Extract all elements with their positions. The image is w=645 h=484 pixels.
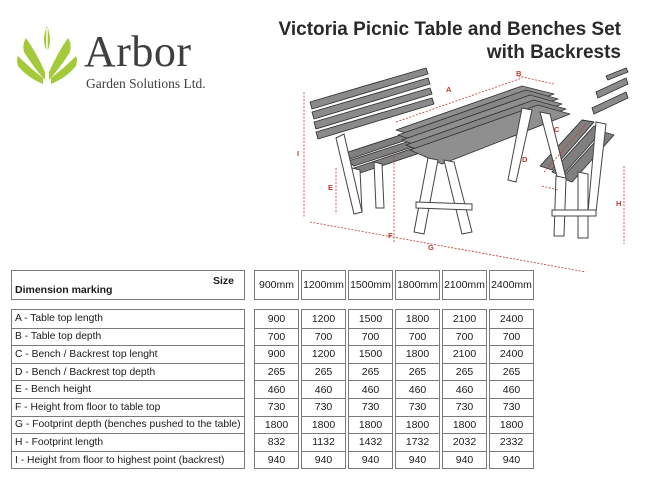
table-cell: 940 — [443, 451, 486, 469]
table-cell: 700 — [302, 328, 345, 346]
size-column-1800 — [395, 309, 440, 469]
dim-label-g: G — [428, 243, 434, 252]
table-cell: 2332 — [490, 433, 533, 451]
table-cell: 1800 — [405, 312, 430, 325]
table-cell: 1500 — [358, 312, 383, 325]
table-cell: 730 — [490, 398, 533, 416]
table-cell: 460 — [490, 380, 533, 398]
table-cell: 460 — [396, 380, 439, 398]
size-header-1500: 1500mm — [348, 270, 393, 300]
size-column-2100 — [442, 309, 487, 469]
size-header-900: 900mm — [254, 270, 299, 300]
table-cell: 265 — [255, 363, 298, 381]
table-cell: 1132 — [302, 433, 345, 451]
table-cell: 1800 — [255, 416, 298, 434]
table-cell: 2100 — [443, 345, 486, 363]
table-cell: 940 — [255, 451, 298, 469]
size-header-2100: 2100mm — [442, 270, 487, 300]
row-label: C - Bench / Backrest top lenght — [12, 345, 244, 363]
row-label: B - Table top depth — [12, 328, 244, 346]
table-header-label — [11, 270, 245, 300]
table-cell: 2400 — [499, 312, 524, 325]
page-title — [279, 18, 621, 64]
table-cell: 1200 — [302, 345, 345, 363]
size-column-900 — [254, 309, 299, 469]
table-cell: 1432 — [349, 433, 392, 451]
size-column-1200 — [301, 309, 346, 469]
dim-label-b: B — [516, 69, 522, 78]
dim-label-h: H — [616, 199, 622, 208]
row-label: A - Table top length — [15, 313, 103, 325]
dim-label-a: A — [446, 85, 452, 94]
table-cell: 730 — [349, 398, 392, 416]
row-label: I - Height from floor to highest point (backrest) — [12, 451, 244, 469]
row-label: H - Footprint length — [12, 433, 244, 451]
table-cell: 940 — [396, 451, 439, 469]
dim-label-e: E — [328, 183, 334, 192]
table-cell: 265 — [396, 363, 439, 381]
table-cell: 700 — [349, 328, 392, 346]
title-line-1: Victoria Picnic Table and Benches Set — [278, 19, 621, 40]
size-header-2400: 2400mm — [489, 270, 534, 300]
table-cell: 460 — [349, 380, 392, 398]
table-cell: 1200 — [311, 312, 336, 325]
brand-name: Arbor — [84, 27, 192, 76]
table-cell: 1800 — [396, 416, 439, 434]
table-cell: 730 — [443, 398, 486, 416]
table-cell: 900 — [255, 345, 298, 363]
table-cell: 940 — [490, 451, 533, 469]
table-cell: 730 — [255, 398, 298, 416]
table-cell: 832 — [255, 433, 298, 451]
table-cell: 700 — [396, 328, 439, 346]
brand-tagline: Garden Solutions Ltd. — [86, 76, 206, 91]
table-cell: 265 — [349, 363, 392, 381]
table-cell: 2400 — [490, 345, 533, 363]
size-header-1800: 1800mm — [395, 270, 440, 300]
table-cell: 730 — [302, 398, 345, 416]
table-cell: 700 — [490, 328, 533, 346]
row-label: D - Bench / Backrest top depth — [12, 363, 244, 381]
table-cell: 940 — [302, 451, 345, 469]
size-column-2400 — [489, 309, 534, 469]
dim-label-f: F — [388, 231, 393, 240]
dim-label-d: D — [522, 155, 528, 164]
table-cell: 265 — [443, 363, 486, 381]
table-cell: 900 — [267, 312, 286, 325]
dim-label-c: C — [554, 125, 560, 134]
table-cell: 2100 — [452, 312, 477, 325]
table-cell: 460 — [255, 380, 298, 398]
table-cell: 1500 — [349, 345, 392, 363]
leaf-icon — [14, 22, 80, 88]
table-cell: 1732 — [396, 433, 439, 451]
table-cell: 460 — [302, 380, 345, 398]
table-cell: 1800 — [443, 416, 486, 434]
size-column-1500 — [348, 309, 393, 469]
size-label: Size — [212, 275, 234, 287]
table-cell: 1800 — [349, 416, 392, 434]
table-cell: 460 — [443, 380, 486, 398]
table-cell: 700 — [255, 328, 298, 346]
table-cell: 940 — [349, 451, 392, 469]
table-cell: 265 — [302, 363, 345, 381]
table-cell: 730 — [396, 398, 439, 416]
table-cell: 2032 — [443, 433, 486, 451]
row-label: G - Footprint depth (benches pushed to the table) — [12, 416, 244, 434]
table-cell: 1800 — [490, 416, 533, 434]
size-header-1200: 1200mm — [301, 270, 346, 300]
table-cell: 1800 — [302, 416, 345, 434]
dimension-labels — [11, 309, 245, 469]
dimension-marking-label: Dimension marking — [15, 284, 113, 296]
title-line-2: with Backrests — [486, 42, 621, 63]
row-label: E - Bench height — [12, 380, 244, 398]
table-cell: 1800 — [396, 345, 439, 363]
table-cell: 265 — [490, 363, 533, 381]
row-label: F - Height from floor to table top — [12, 398, 244, 416]
dim-label-i: I — [297, 149, 300, 158]
picnic-table-illustration — [296, 62, 636, 272]
table-cell: 700 — [443, 328, 486, 346]
